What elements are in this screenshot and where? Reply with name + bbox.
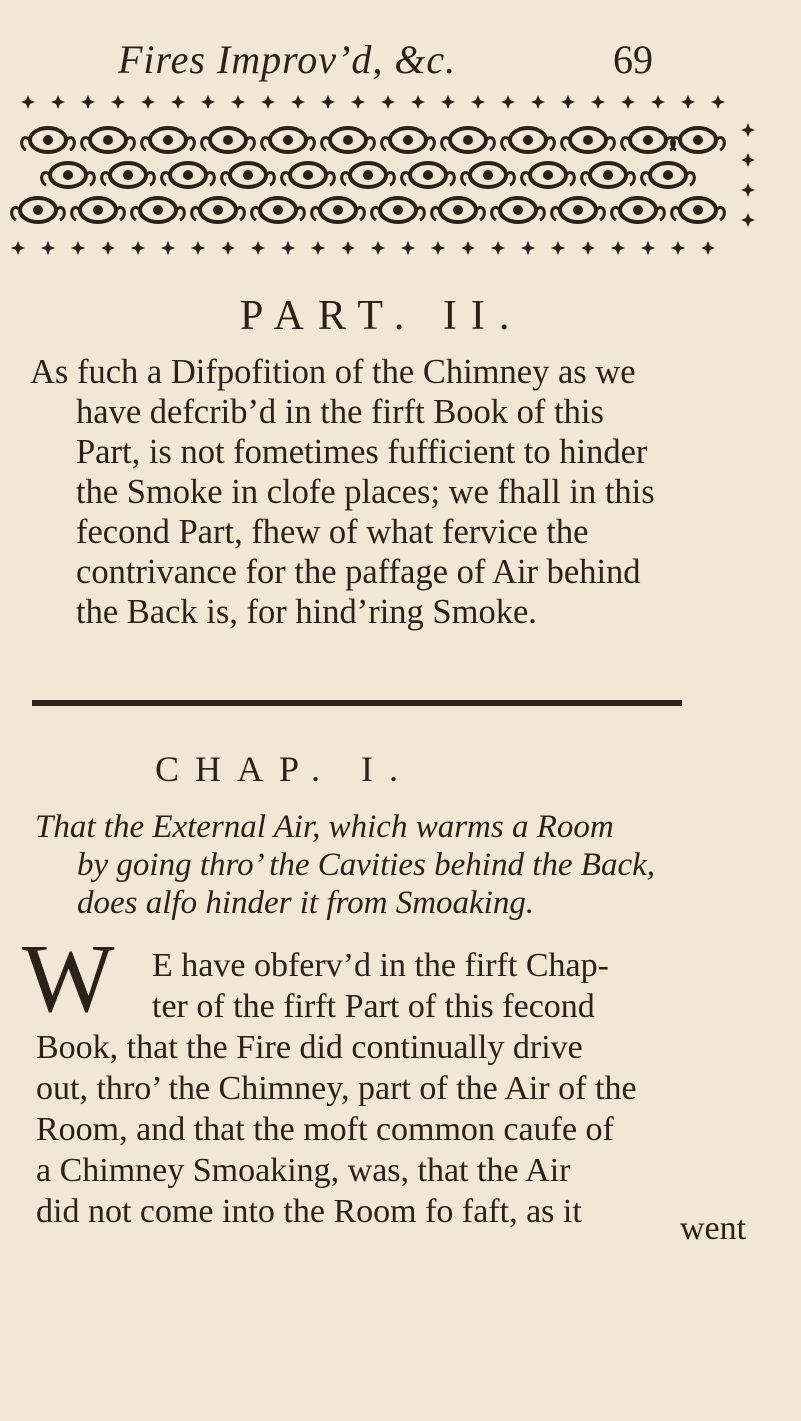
intro-line: the Smoke in clofe places; we fhall in this <box>76 473 655 511</box>
ornament-knot-row-3 <box>12 198 725 222</box>
intro-line: have defcrib’d in the firft Book of this <box>76 393 604 431</box>
catchword: went <box>680 1210 747 1247</box>
body-line: a Chimney Smoaking, was, that the Air <box>36 1152 571 1189</box>
ornament-knot-row-1 <box>22 128 725 152</box>
running-title: Fires Improv’d, &c. <box>118 37 457 82</box>
summary-line: does alfo hinder it from Smoaking. <box>77 885 535 921</box>
summary-line: by going thro’ the Cavities behind the Back, <box>77 847 655 883</box>
body-line: did not come into the Room fo faft, as it <box>36 1193 582 1230</box>
body-line: out, thro’ the Chimney, part of the Air of the <box>36 1070 637 1107</box>
intro-line: the Back is, for hind’ring Smoke. <box>76 593 537 631</box>
ornament-bottom-row <box>11 241 715 255</box>
ornament-top-row <box>21 95 725 109</box>
part-intro-paragraph <box>30 352 790 632</box>
running-head <box>118 36 718 86</box>
body-line: ter of the firft Part of this fecond <box>152 988 595 1025</box>
body-line: E have obferv’d in the firft Chap- <box>152 947 609 984</box>
intro-line: Part, is not fometimes fufficient to hinder <box>76 433 648 471</box>
chapter-heading: CHAP. I. <box>155 749 415 789</box>
summary-line: That the External Air, which warms a Room <box>35 809 614 845</box>
body-line: Book, that the Fire did continually drive <box>36 1029 583 1066</box>
page-number: 69 <box>613 37 653 82</box>
body-line: Room, and that the moft common caufe of <box>36 1111 614 1148</box>
headpiece-ornament <box>8 90 788 280</box>
chapter-summary <box>35 808 775 922</box>
part-heading: PART. II. <box>240 293 524 339</box>
intro-line: contrivance for the paffage of Air behind <box>76 553 641 591</box>
intro-line: As fuch a Difpofition of the Chimney as we <box>30 353 636 391</box>
chapter-body-paragraph <box>36 945 786 1232</box>
ornament-knot-row-2 <box>42 163 695 187</box>
ornament-right-column <box>741 123 755 227</box>
intro-line: fecond Part, fhew of what fervice the <box>76 513 589 551</box>
section-divider-rule <box>32 700 682 706</box>
drop-cap: W <box>22 925 115 1033</box>
